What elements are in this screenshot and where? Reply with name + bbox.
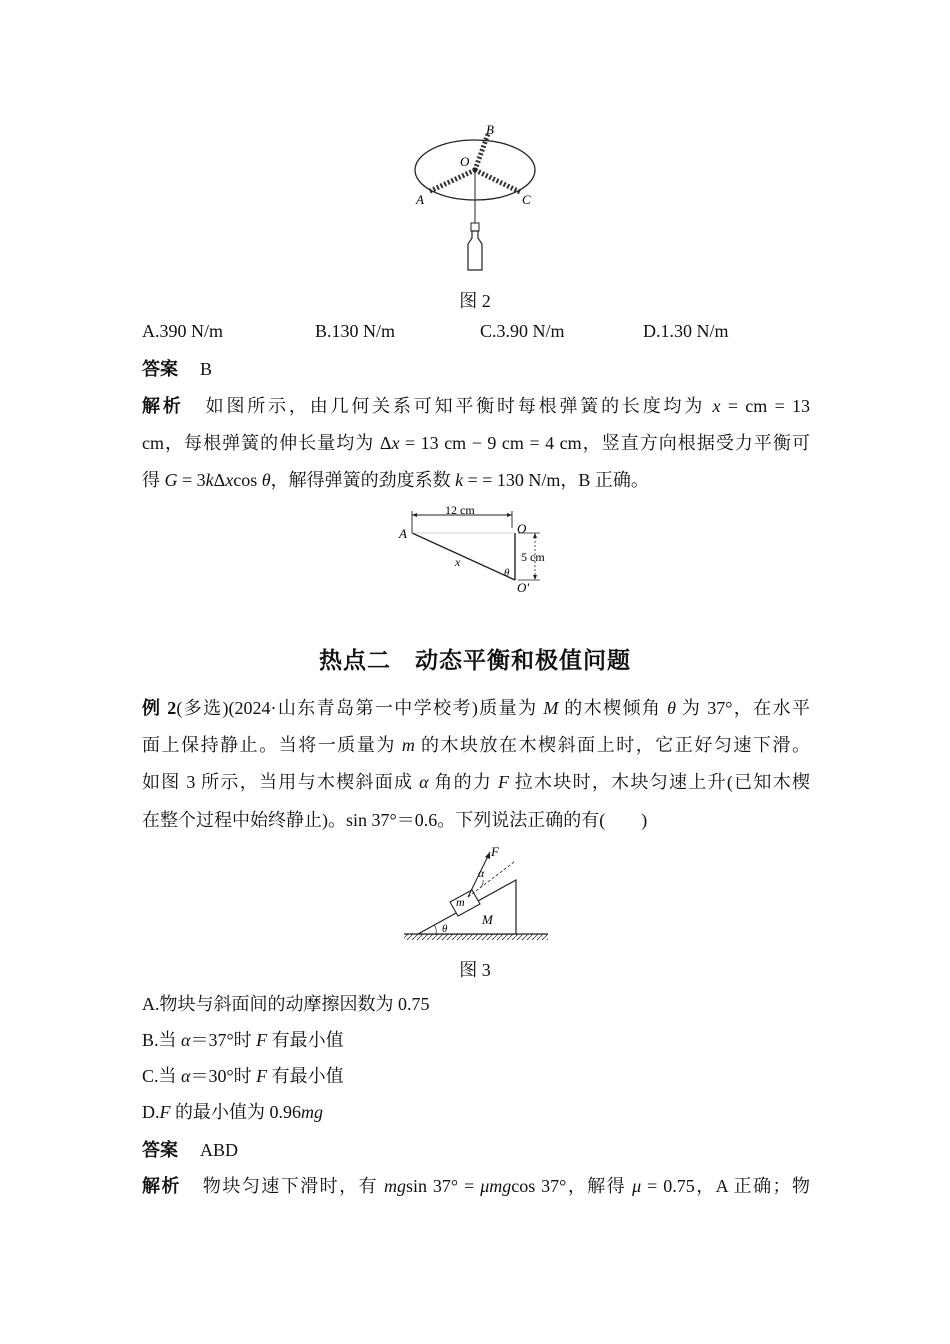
example-2-text: 如图 3 所示，当用与木楔斜面成 [142, 772, 420, 792]
example-2-line-3 [142, 768, 810, 796]
analysis-1-text: ，解得弹簧的劲度系数 [270, 470, 456, 490]
var-theta: θ [261, 470, 271, 490]
q2-option-text: B.当 [142, 1030, 182, 1050]
answer-1-value: B [200, 359, 213, 379]
fig3-label-big-m: M [482, 912, 493, 927]
example-2-text: 为 37°，在水平 [676, 698, 811, 718]
q2-option-text: D. [142, 1102, 160, 1122]
q2-option-text: C.当 [142, 1066, 182, 1086]
q1-option-a: A.390 N/m [142, 321, 223, 341]
figure-3-wedge [400, 842, 552, 942]
figure-3-caption: 图 3 [459, 960, 491, 980]
var-alpha: α [181, 1030, 191, 1050]
q2-option-b [142, 1026, 344, 1054]
answer-2-value: ABD [200, 1140, 239, 1160]
analysis-2-text: sin 37° = [405, 1176, 481, 1196]
triangle-label-a: A [399, 526, 407, 541]
answer-1-label: 答案 [142, 359, 178, 379]
var-theta: θ [667, 698, 677, 718]
example-2-text: 的木块放在木楔斜面上时，它正好匀速下滑。 [414, 735, 811, 755]
analysis-1-text: cm，每根弹簧的伸长量均为 Δ [142, 433, 392, 453]
example-2-text: 在整个过程中始终静止)。sin 37°＝0.6。下列说法正确的有( ) [142, 810, 648, 830]
var-f: F [256, 1066, 268, 1086]
analysis-2-text: = 0.75，A 正确；物 [641, 1176, 810, 1196]
analysis-1-label: 解析 [142, 396, 184, 416]
q2-option-text: ＝37°时 [190, 1030, 257, 1050]
q2-option-d [142, 1098, 323, 1126]
q2-option-c [142, 1062, 344, 1090]
analysis-2-text: 物块匀速下滑时，有 [202, 1176, 384, 1196]
analysis-1-text: Δ [213, 470, 226, 490]
var-alpha: α [419, 772, 429, 792]
var-x: x [391, 433, 400, 453]
var-f: F [256, 1030, 268, 1050]
var-mu: μ [632, 1176, 642, 1196]
fig2-label-o: O [460, 154, 470, 169]
figure-2-caption: 图 2 [459, 291, 491, 311]
var-mg: mg [383, 1176, 406, 1196]
analysis-1-text: = 3 [177, 470, 206, 490]
q2-option-text: 有最小值 [267, 1030, 344, 1050]
example-2-text: 拉木块时，木块匀速上升(已知木楔 [508, 772, 811, 792]
fig3-label-alpha: α [478, 866, 485, 880]
figure-2-springs [400, 120, 560, 280]
example-2-text: 的木楔倾角 [558, 698, 668, 718]
fig2-label-c: C [522, 192, 531, 207]
triangle-label-o: O [517, 521, 527, 536]
var-f: F [159, 1102, 171, 1122]
var-x: x [225, 470, 234, 490]
analysis-2-text: cos 37°，解得 [511, 1176, 633, 1196]
var-f: F [497, 772, 509, 792]
example-2-text: 面上保持静止。当将一质量为 [142, 735, 402, 755]
example-2-line-1 [142, 694, 810, 722]
q1-option-c: C.3.90 N/m [480, 321, 565, 341]
var-mg: mg [301, 1102, 323, 1122]
var-m-big: M [543, 698, 559, 718]
analysis-1-text: 如图所示，由几何关系可知平衡时每根弹簧的长度均为 [205, 396, 706, 416]
fig2-label-b: B [486, 122, 494, 137]
example-2-text: (多选)(2024·山东青岛第一中学校考)质量为 [176, 698, 544, 718]
fig3-label-m: m [456, 895, 465, 909]
example-2-line-2 [142, 731, 810, 759]
triangle-label-theta: θ [504, 567, 510, 579]
var-g: G [164, 470, 178, 490]
var-alpha: α [181, 1066, 191, 1086]
var-k: k [205, 470, 214, 490]
answer-2-label: 答案 [142, 1140, 178, 1160]
q2-option-a [142, 990, 430, 1018]
q2-option-text: ＝30°时 [190, 1066, 257, 1086]
analysis-2-line-1 [142, 1172, 810, 1200]
analysis-1-text: = 13 cm − 9 cm = 4 cm，竖直方向根据受力平衡可 [399, 433, 810, 453]
var-x: x [712, 396, 721, 416]
triangle-side-label: 5 cm [521, 550, 545, 564]
section-heading: 热点二 动态平衡和极值问题 [319, 648, 631, 673]
example-2-text: 角的力 [428, 772, 498, 792]
analysis-1-text: = cm = 13 [727, 396, 811, 416]
analysis-2-label: 解析 [142, 1176, 181, 1196]
var-m: m [401, 735, 415, 755]
q2-option-text: 有最小值 [267, 1066, 344, 1086]
q1-option-b: B.130 N/m [315, 321, 396, 341]
answer-2 [142, 1136, 238, 1164]
q2-option-text: 的最小值为 0.96 [170, 1102, 301, 1122]
analysis-1-text: 得 [142, 470, 165, 490]
var-k: k [455, 470, 464, 490]
analysis-1-line-1 [142, 392, 810, 420]
triangle-top-label: 12 cm [445, 503, 475, 517]
analysis-1-text: cos [233, 470, 262, 490]
example-2-label: 例 2 [142, 698, 177, 718]
fig3-label-theta: θ [442, 923, 448, 935]
fig2-label-a: A [416, 192, 424, 207]
q1-option-d: D.1.30 N/m [643, 321, 729, 341]
q2-option-a-text: A.物块与斜面间的动摩擦因数为 0.75 [142, 994, 430, 1014]
analysis-1-text: = = 130 N/m，B 正确。 [463, 470, 649, 490]
answer-1 [142, 355, 212, 383]
analysis-1-line-3 [142, 466, 649, 494]
triangle-figure [390, 500, 565, 598]
var-mu-mg: μmg [480, 1176, 512, 1196]
triangle-label-x: x [455, 555, 461, 569]
analysis-1-line-2 [142, 429, 810, 457]
fig3-label-f: F [491, 844, 499, 859]
example-2-line-4 [142, 806, 647, 834]
triangle-label-o-prime: O′ [517, 580, 530, 595]
